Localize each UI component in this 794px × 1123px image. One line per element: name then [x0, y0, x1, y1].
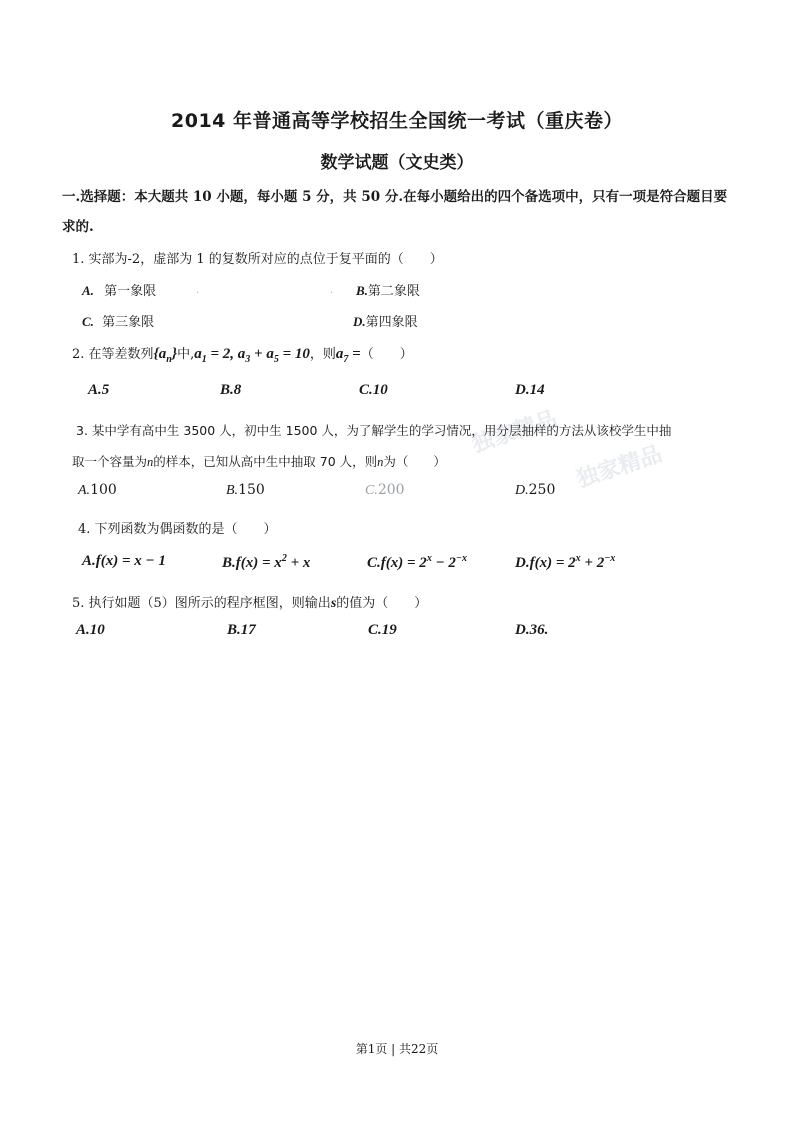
q4-option-b: $B.f(x) = x^2 + x$ [222, 553, 311, 571]
q2-option-c: C.10 [359, 382, 388, 398]
page-title: 2014 年普通高等学校招生全国统一考试（重庆卷） [171, 110, 623, 132]
decoration-dot: . [196, 285, 200, 296]
option-text: 第四象限 [365, 315, 418, 330]
q2-option-b: B.8 [220, 382, 242, 398]
q5-option-a: A.10 [76, 622, 105, 638]
q4-option-a: A.f(x) = x − 1 [82, 553, 166, 569]
question-3-line-1: 3. 某中学有高中生 3500 人，初中生 1500 人，为了解学生的学习情况，用分层抽样的方法从该校学生中抽 [76, 423, 672, 438]
sequence-expression: $\{a_n\}$ [153, 346, 178, 365]
q4-option-d: $D.f(x) = 2^x + 2^{-x}$ [515, 553, 616, 571]
q5-option-b: B.17 [227, 622, 256, 638]
question-1-stem: 1. 实部为-2，虚部为 1 的复数所对应的点位于复平面的（ ） [72, 252, 443, 267]
option-text: 第二象限 [367, 284, 420, 299]
q5-option-d: D.36. [515, 622, 549, 638]
option-letter: B. [356, 283, 368, 298]
q3-option-d: D.250 [515, 482, 556, 498]
decoration-dot: . [330, 285, 334, 296]
q1-option-b [356, 280, 420, 299]
option-text: 第三象限 [102, 315, 155, 330]
question-5-stem: 5. 执行如题（5）图所示的程序框图，则输出s的值为（ ） [72, 596, 428, 611]
option-letter: C. [82, 314, 94, 329]
q2-option-d: D.14 [515, 382, 545, 398]
q1-option-c [82, 311, 154, 330]
option-letter: D. [353, 314, 366, 329]
option-text: 第一象限 [104, 284, 157, 299]
q5-option-c: C.19 [368, 622, 397, 638]
q1-option-d [353, 311, 418, 330]
q1-option-a [82, 280, 156, 299]
q3-option-b: B.150 [226, 482, 265, 498]
target-expression: $a_7$ = [335, 346, 361, 365]
q3-option-a: A.100 [78, 482, 117, 498]
page-subtitle: 数学试题（文史类） [320, 153, 474, 173]
page-footer: 第1页 | 共22页 [355, 1042, 439, 1056]
section-heading: 一.选择题：本大题共 10 小题，每小题 5 分，共 50 分.在每小题给出的四个备选项中，只有一项是符合题目要求的. [62, 189, 728, 235]
question-2-stem: 2. 在等差数列$\{a_n\}$中$,a_1 = 2$, $a_3 + a_5 = 10$，则$a_7$ =（ ） [72, 346, 413, 365]
q2-option-a: A.5 [88, 382, 110, 398]
question-4-stem: 4. 下列函数为偶函数的是（ ） [78, 522, 277, 537]
q3-option-c: C.200 [365, 482, 405, 498]
condition-expression: $a_1 = 2$, $a_3 + a_5 = 10$ [194, 346, 310, 365]
q4-option-c: $C.f(x) = 2^x - 2^{-x}$ [367, 553, 467, 571]
question-3-line-2: 取一个容量为n的样本，已知从高中生中抽取 70 人，则n为（ ） [72, 454, 446, 469]
watermark: 独家精品 [468, 406, 561, 458]
watermark: 独家精品 [573, 441, 666, 493]
option-letter: A. [82, 283, 94, 298]
